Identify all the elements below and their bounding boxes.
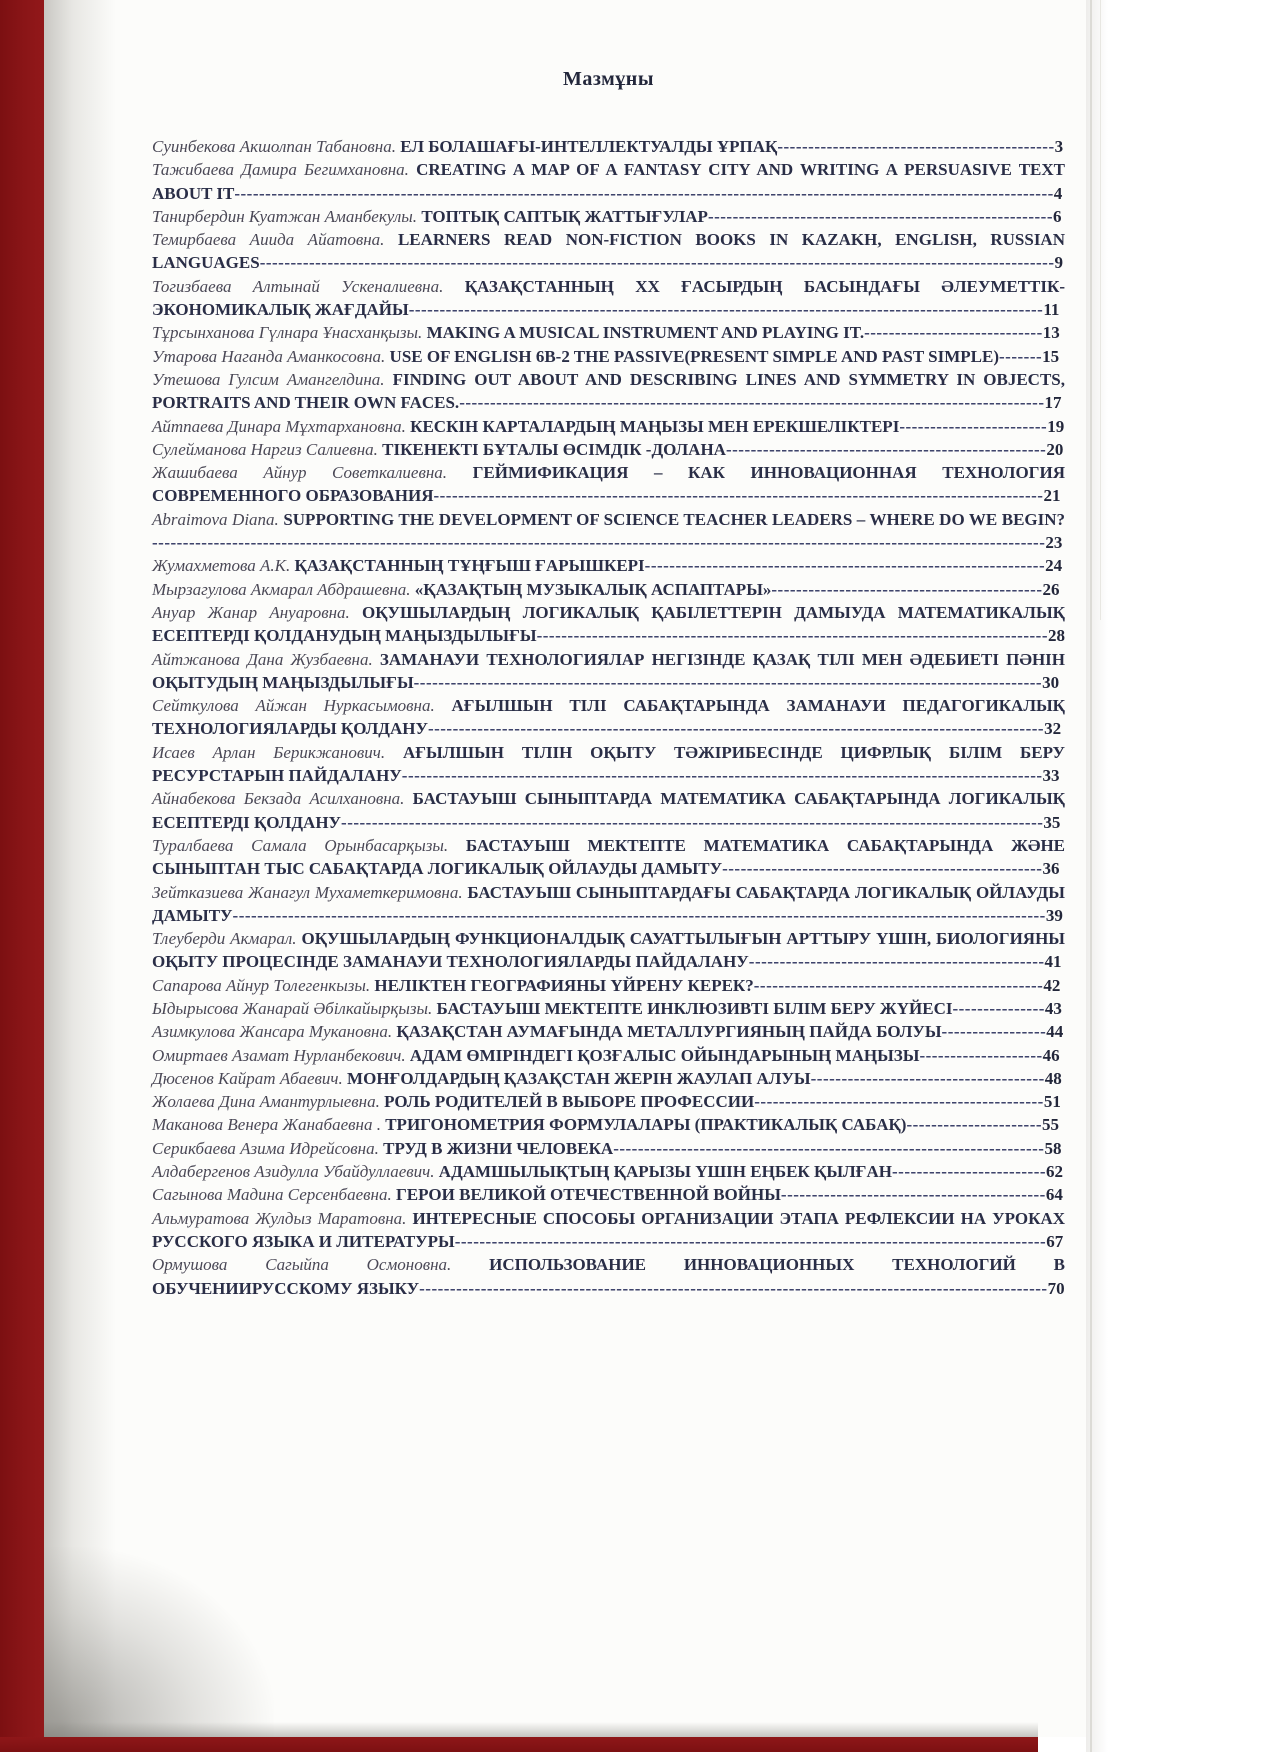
book-cover-bottom-strip bbox=[0, 1737, 1038, 1752]
entry-author: Танирбердин Куатжан Аманбекулы. bbox=[152, 206, 418, 226]
entry-leader-dashes: --------------------------------------------- bbox=[777, 137, 1055, 156]
entry-author: Азимкулова Жансара Мукановна. bbox=[152, 1022, 393, 1042]
entry-leader-dashes: ----------------------------------------------- bbox=[754, 1092, 1044, 1112]
entry-page-number: 15 bbox=[1042, 346, 1060, 366]
entry-leader-dashes: -------------------------------------------------------- bbox=[707, 206, 1053, 226]
entry-title: ТРИГОНОМЕТРИЯ ФОРМУЛАЛАРЫ (ПРАКТИКАЛЫҚ САБАҚ) bbox=[385, 1115, 907, 1135]
entry-page-number: 6 bbox=[1052, 206, 1062, 226]
entry-leader-dashes: ----------------------------- bbox=[864, 323, 1043, 343]
entry-author: Тажибаева Дамира Бегимхановна. bbox=[152, 160, 409, 180]
entry-author: Тұрсынханова Гүлнара Ұнасханқызы. bbox=[152, 323, 423, 343]
entry-leader-dashes: ------------------------------------------------------------------------------------------------------- bbox=[408, 300, 1044, 320]
entry-page-number: 35 bbox=[1043, 812, 1061, 832]
toc-entry bbox=[152, 694, 1065, 741]
entry-page-number: 36 bbox=[1042, 859, 1060, 879]
entry-author: Сапарова Айнур Толегенкызы. bbox=[152, 975, 371, 995]
entry-author: Жумахметова А.К. bbox=[152, 556, 291, 576]
entry-leader-dashes: ------------------------------------------------------------------------------------------------------------------ bbox=[341, 812, 1044, 832]
entry-leader-dashes: ------------------------------------------------ bbox=[748, 952, 1045, 972]
entry-leader-dashes: ----------------------------------------------- bbox=[753, 975, 1044, 995]
entry-page-number: 62 bbox=[1046, 1162, 1064, 1182]
toc-entry bbox=[152, 1044, 1065, 1067]
entry-page-number: 55 bbox=[1042, 1115, 1060, 1135]
entry-page-number: 64 bbox=[1045, 1185, 1063, 1205]
entry-author: Серикбаева Азима Идрейсовна. bbox=[152, 1138, 379, 1158]
entry-leader-dashes: ---------------------- bbox=[906, 1115, 1043, 1135]
entry-author: Туралбаева Самала Орынбасарқызы. bbox=[152, 835, 449, 855]
toc-entry bbox=[152, 834, 1065, 881]
entry-leader-dashes: --------------------------------------------------------------------------------------------------------------------------------- bbox=[259, 253, 1055, 273]
entry-page-number: 23 bbox=[1045, 533, 1063, 553]
entry-page-number: 32 bbox=[1044, 719, 1062, 739]
entry-author: Альмуратова Жулдыз Маратовна. bbox=[152, 1208, 407, 1228]
entry-page-number: 26 bbox=[1042, 579, 1060, 599]
entry-title: FINDING OUT ABOUT AND DESCRIBING LINES AND SYMMETRY IN OBJECTS, PORTRAITS AND THEIR OWN FACES. bbox=[152, 369, 1065, 413]
entry-title: SUPPORTING THE DEVELOPMENT OF SCIENCE TEACHER LEADERS – WHERE DO WE BEGIN? bbox=[283, 509, 1066, 529]
entry-page-number: 44 bbox=[1046, 1022, 1064, 1042]
entry-page-number: 19 bbox=[1047, 416, 1065, 436]
entry-title: БАСТАУЫШ МЕКТЕПТЕ ИНКЛЮЗИВТІ БІЛІМ БЕРУ ЖҮЙЕСІ bbox=[436, 998, 953, 1018]
entry-page-number: 4 bbox=[1053, 183, 1063, 203]
entry-author: Исаев Арлан Берикжанович. bbox=[152, 742, 386, 762]
toc-entry bbox=[152, 787, 1065, 834]
entry-author: Сейткулова Айжан Нуркасымовна. bbox=[152, 696, 435, 716]
entry-leader-dashes: ------------------------------------------------------------------------------------------------------------------------------------ bbox=[232, 905, 1046, 925]
entry-title: НЕЛІКТЕН ГЕОГРАФИЯНЫ ҮЙРЕНУ КЕРЕК? bbox=[374, 975, 754, 995]
entry-author: Ормушова Сагыйпа Осмоновна. bbox=[152, 1255, 452, 1275]
entry-leader-dashes: ----------------------------------------------------------------------------------- bbox=[536, 626, 1048, 646]
toc-entry bbox=[152, 275, 1065, 322]
toc-entry bbox=[152, 1020, 1065, 1043]
entry-author: Айтпаева Динара Мұхтархановна. bbox=[152, 416, 406, 436]
entry-title: ҚАЗАҚСТАН АУМАҒЫНДА МЕТАЛЛУРГИЯНЫҢ ПАЙДА БОЛУЫ bbox=[396, 1022, 942, 1042]
entry-leader-dashes: -------------------------------------- bbox=[810, 1068, 1045, 1088]
entry-page-number: 11 bbox=[1043, 300, 1060, 320]
entry-title: ГЕРОИ ВЕЛИКОЙ ОТЕЧЕСТВЕННОЙ ВОЙНЫ bbox=[395, 1185, 781, 1205]
toc-entry bbox=[152, 438, 1065, 461]
toc-entry bbox=[152, 345, 1065, 368]
entry-page-number: 20 bbox=[1046, 439, 1064, 459]
entry-page-number: 13 bbox=[1042, 323, 1060, 343]
entry-title: ГЕЙМИФИКАЦИЯ – КАК ИННОВАЦИОННАЯ ТЕХНОЛОГИЯ СОВРЕМЕННОГО ОБРАЗОВАНИЯ bbox=[152, 463, 1065, 506]
entry-author: Суинбекова Акшолпан Табановна. bbox=[152, 137, 396, 156]
toc-entry bbox=[152, 135, 1065, 158]
entry-page-number: 28 bbox=[1047, 626, 1065, 646]
entry-author: Айнабекова Бекзада Асилхановна. bbox=[152, 789, 405, 809]
entry-title: БАСТАУЫШ МЕКТЕПТЕ МАТЕМАТИКА САБАҚТАРЫНДА ЖӘНЕ СЫНЫПТАН ТЫС САБАҚТАРДА ЛОГИКАЛЫҚ ОЙЛАУДЫ ДАМЫТУ bbox=[152, 835, 1066, 879]
entry-leader-dashes: --------------------------------------------------------------------------------------------------- bbox=[433, 486, 1044, 506]
entry-page-number: 43 bbox=[1044, 998, 1062, 1018]
entry-leader-dashes: ------------------------------------------------------------------------------------------------------------------------------------------------- bbox=[152, 533, 1046, 553]
entry-title: MAKING A MUSICAL INSTRUMENT AND PLAYING IT. bbox=[426, 323, 865, 343]
entry-leader-dashes: ----------------------------------------------------------------------------------------------- bbox=[459, 393, 1045, 413]
toc-entry bbox=[152, 461, 1065, 508]
entry-page-number: 33 bbox=[1042, 766, 1060, 786]
entry-page-number: 21 bbox=[1043, 486, 1061, 506]
entry-title: БАСТАУЫШ СЫНЫПТАРДАҒЫ САБАҚТАРДА ЛОГИКАЛЫҚ ОЙЛАУДЫ ДАМЫТУ bbox=[152, 882, 1065, 925]
entry-page-number: 70 bbox=[1047, 1278, 1065, 1298]
entry-title: ИСПОЛЬЗОВАНИЕ ИННОВАЦИОННЫХ ТЕХНОЛОГИЙ В ОБУЧЕНИИРУССКОМУ ЯЗЫКУ bbox=[152, 1255, 1065, 1298]
entry-leader-dashes: ------------------------------------------------------------------------------------------------ bbox=[454, 1231, 1047, 1251]
entry-title: КЕСКІН КАРТАЛАРДЫҢ МАҢЫЗЫ МЕН ЕРЕКШЕЛІКТЕРІ bbox=[410, 416, 900, 436]
toc-entry bbox=[152, 1253, 1065, 1300]
entry-author: Алдабергенов Азидулла Убайдуллаевич. bbox=[152, 1162, 435, 1182]
entry-author: Сагынова Мадина Серсенбаевна. bbox=[152, 1185, 392, 1205]
entry-title: МОНҒОЛДАРДЫҢ ҚАЗАҚСТАН ЖЕРІН ЖАУЛАП АЛУЫ bbox=[347, 1068, 811, 1088]
entry-author: Тлеуберди Акмарал. bbox=[152, 929, 297, 949]
toc-entry bbox=[152, 1160, 1065, 1183]
entry-page-number: 58 bbox=[1044, 1138, 1062, 1158]
entry-author: Жашибаева Айнур Советкалиевна. bbox=[152, 463, 448, 483]
toc-entry bbox=[152, 508, 1065, 555]
entry-title: РОЛЬ РОДИТЕЛЕЙ В ВЫБОРЕ ПРОФЕССИИ bbox=[384, 1092, 755, 1112]
entry-title: ТРУД В ЖИЗНИ ЧЕЛОВЕКА bbox=[383, 1138, 614, 1158]
entry-leader-dashes: -------------------------------------------- bbox=[771, 579, 1043, 599]
entry-author: Айтжанова Дана Жузбаевна. bbox=[152, 649, 373, 669]
entry-title: ИНТЕРЕСНЫЕ СПОСОБЫ ОРГАНИЗАЦИИ ЭТАПА РЕФЛЕКСИИ НА УРОКАХ РУССКОГО ЯЗЫКА И ЛИТЕРАТУРЫ bbox=[152, 1208, 1066, 1251]
entry-leader-dashes: ---------------------------------------------------- bbox=[722, 859, 1043, 879]
entry-title: ҚАЗАҚСТАННЫҢ ТҰҢҒЫШ ҒАРЫШКЕРІ bbox=[294, 556, 645, 576]
entry-author: Ануар Жанар Ануаровна. bbox=[152, 602, 350, 622]
entry-author: Мырзагулова Акмарал Абдрашевна. bbox=[152, 579, 411, 599]
entry-title: ЕЛ БОЛАШАҒЫ-ИНТЕЛЛЕКТУАЛДЫ ҰРПАҚ bbox=[400, 137, 778, 156]
page-edge-line bbox=[1100, 0, 1101, 620]
entry-leader-dashes: ------------------------------------------- bbox=[780, 1185, 1046, 1205]
entry-leader-dashes: ---------------------------------------------------------------------------------------------------- bbox=[427, 719, 1045, 739]
toc-entry bbox=[152, 415, 1065, 438]
entry-title: CREATING A MAP OF A FANTASY CITY AND WRITING A PERSUASIVE TEXT ABOUT IT bbox=[152, 160, 1065, 203]
entry-title: LEARNERS READ NON-FICTION BOOKS IN KAZAKH, ENGLISH, RUSSIAN LANGUAGES bbox=[152, 230, 1065, 273]
entry-leader-dashes: ----------------- bbox=[941, 1022, 1047, 1042]
entry-title: «ҚАЗАҚТЫҢ МУЗЫКАЛЫҚ АСПАПТАРЫ» bbox=[414, 579, 772, 599]
entry-page-number: 39 bbox=[1045, 905, 1063, 925]
entry-author: Темирбаева Аиида Айатовна. bbox=[152, 230, 385, 250]
entry-author: Дюсенов Кайрат Абаевич. bbox=[152, 1068, 343, 1088]
entry-leader-dashes: ---------------------------------------------------- bbox=[725, 439, 1047, 459]
page-edge-line bbox=[1090, 0, 1092, 1752]
entry-page-number: 46 bbox=[1042, 1045, 1060, 1065]
entry-title: ҚАЗАҚСТАННЫҢ XX ҒАСЫРДЫҢ БАСЫНДАҒЫ ӘЛЕУМЕТТІК-ЭКОНОМИКАЛЫҚ ЖАҒДАЙЫ bbox=[152, 276, 1065, 320]
toc-entry bbox=[152, 321, 1065, 344]
entry-author: Маканова Венера Жанабаевна . bbox=[152, 1115, 381, 1135]
entry-page-number: 9 bbox=[1054, 253, 1063, 273]
book-cover-left-strip bbox=[0, 0, 44, 1752]
toc-entry bbox=[152, 1207, 1065, 1254]
entry-leader-dashes: ------- bbox=[999, 346, 1043, 366]
entry-leader-dashes: ------------------------------------------------------------------------------------------------------------------------------------- bbox=[234, 183, 1054, 203]
toc-entry bbox=[152, 648, 1065, 695]
entry-title: ОҚУШЫЛАРДЫҢ ФУНКЦИОНАЛДЫҚ САУАТТЫЛЫҒЫН АРТТЫРУ ҮШІН, БИОЛОГИЯНЫ ОҚЫТУ ПРОЦЕСІНДЕ ЗАМАНАУИ ТЕХНОЛОГИЯЛАРДЫ ПАЙДАЛАНУ bbox=[152, 929, 1065, 972]
entry-author: Зейтказиева Жанагул Мухаметкеримовна. bbox=[152, 882, 463, 902]
entry-title: ТІКЕНЕКТІ БҰТАЛЫ ӨСІМДІК -ДОЛАНА bbox=[382, 439, 726, 459]
entry-page-number: 48 bbox=[1044, 1068, 1062, 1088]
entry-title: АҒЫЛШЫН ТІЛІ САБАҚТАРЫНДА ЗАМАНАУИ ПЕДАГОГИКАЛЫҚ ТЕХНОЛОГИЯЛАРДЫ ҚОЛДАНУ bbox=[152, 696, 1066, 739]
toc-entry bbox=[152, 1113, 1065, 1136]
entry-page-number: 17 bbox=[1044, 393, 1062, 413]
entry-title: USE OF ENGLISH 6B-2 THE PASSIVE(PRESENT SIMPLE AND PAST SIMPLE) bbox=[389, 346, 1000, 366]
entry-author: Утарова Наганда Аманкосовна. bbox=[152, 346, 386, 366]
entry-title: ОҚУШЫЛАРДЫҢ ЛОГИКАЛЫҚ ҚАБІЛЕТТЕРІН ДАМЫУДА МАТЕМАТИКАЛЫҚ ЕСЕПТЕРДІ ҚОЛДАНУДЫҢ МАҢЫЗДЫЛЫҒЫ bbox=[152, 602, 1065, 646]
entry-page-number: 51 bbox=[1043, 1092, 1061, 1112]
toc-entry bbox=[152, 228, 1065, 275]
page-title: Мазмұны bbox=[563, 68, 654, 90]
toc-entry bbox=[152, 158, 1065, 205]
toc-entry bbox=[152, 554, 1065, 577]
entry-leader-dashes: ------------------------------------------------------------------------------------------------------ bbox=[413, 672, 1043, 692]
entry-leader-dashes: -------------------- bbox=[919, 1045, 1043, 1065]
entry-page-number: 3 bbox=[1054, 137, 1064, 156]
entry-title: АДАМ ӨМІРІНДЕГІ ҚОЗҒАЛЫС ОЙЫНДАРЫНЫҢ МАҢЫЗЫ bbox=[409, 1045, 920, 1065]
entry-author: Ыдырысова Жанарай Әбілкайырқызы. bbox=[152, 998, 433, 1018]
entry-leader-dashes: ------------------------- bbox=[892, 1162, 1047, 1182]
entry-title: АҒЫЛШЫН ТІЛІН ОҚЫТУ ТӘЖІРИБЕСІНДЕ ЦИФРЛЫҚ БІЛІМ БЕРУ РЕСУРСТАРЫН ПАЙДАЛАНУ bbox=[152, 742, 1066, 786]
entry-page-number: 42 bbox=[1043, 975, 1061, 995]
toc-entry bbox=[152, 1067, 1065, 1090]
entry-leader-dashes: ------------------------------------------------------------------------------------------------------ bbox=[419, 1278, 1048, 1298]
entry-title: БАСТАУЫШ СЫНЫПТАРДА МАТЕМАТИКА САБАҚТАРЫНДА ЛОГИКАЛЫҚ ЕСЕПТЕРДІ ҚОЛДАНУ bbox=[152, 789, 1066, 832]
entry-author: Омиртаев Азамат Нурланбекович. bbox=[152, 1045, 406, 1065]
toc-entry bbox=[152, 368, 1065, 415]
entry-author: Сулейманова Наргиз Салиевна. bbox=[152, 439, 378, 459]
entry-page-number: 67 bbox=[1046, 1231, 1064, 1251]
entry-page-number: 24 bbox=[1045, 556, 1063, 576]
paper-sheet bbox=[44, 0, 1086, 1737]
entry-leader-dashes: ------------------------ bbox=[899, 416, 1048, 436]
entry-leader-dashes: --------------- bbox=[952, 998, 1045, 1018]
paper-bottom-shadow bbox=[44, 1722, 1038, 1738]
entry-leader-dashes: -------------------------------------------------------------------------------------------------------- bbox=[401, 766, 1043, 786]
entry-page-number: 41 bbox=[1044, 952, 1062, 972]
toc-entry bbox=[152, 974, 1065, 997]
entry-page-number: 30 bbox=[1042, 672, 1060, 692]
table-of-contents bbox=[152, 135, 1065, 1300]
toc-entry bbox=[152, 997, 1065, 1020]
entry-author: Утешова Гулсим Амангелдина. bbox=[152, 369, 385, 389]
entry-author: Abraimova Diana. bbox=[152, 509, 279, 529]
entry-author: Жолаева Дина Амантурлыевна. bbox=[152, 1092, 380, 1112]
toc-entry bbox=[152, 927, 1065, 974]
toc-entry bbox=[152, 1090, 1065, 1113]
toc-entry bbox=[152, 1183, 1065, 1206]
toc-entry bbox=[152, 741, 1065, 788]
entry-leader-dashes: ---------------------------------------------------------------------- bbox=[613, 1138, 1045, 1158]
entry-title: ТОПТЫҚ САПТЫҚ ЖАТТЫҒУЛАР bbox=[421, 206, 708, 226]
entry-author: Тогизбаева Алтынай Ускеналиевна. bbox=[152, 276, 444, 296]
toc-entry bbox=[152, 601, 1065, 648]
toc-entry bbox=[152, 881, 1065, 928]
entry-title: АДАМШЫЛЫҚТЫҢ ҚАРЫЗЫ ҮШІН ЕҢБЕК ҚЫЛҒАН bbox=[438, 1162, 892, 1182]
toc-entry bbox=[152, 578, 1065, 601]
toc-entry bbox=[152, 1137, 1065, 1160]
toc-entry bbox=[152, 205, 1065, 228]
entry-title: ЗАМАНАУИ ТЕХНОЛОГИЯЛАР НЕГІЗІНДЕ ҚАЗАҚ ТІЛІ МЕН ӘДЕБИЕТІ ПӘНІН ОҚЫТУДЫҢ МАҢЫЗДЫЛЫҒЫ bbox=[152, 649, 1066, 692]
entry-leader-dashes: ----------------------------------------------------------------- bbox=[644, 556, 1046, 576]
